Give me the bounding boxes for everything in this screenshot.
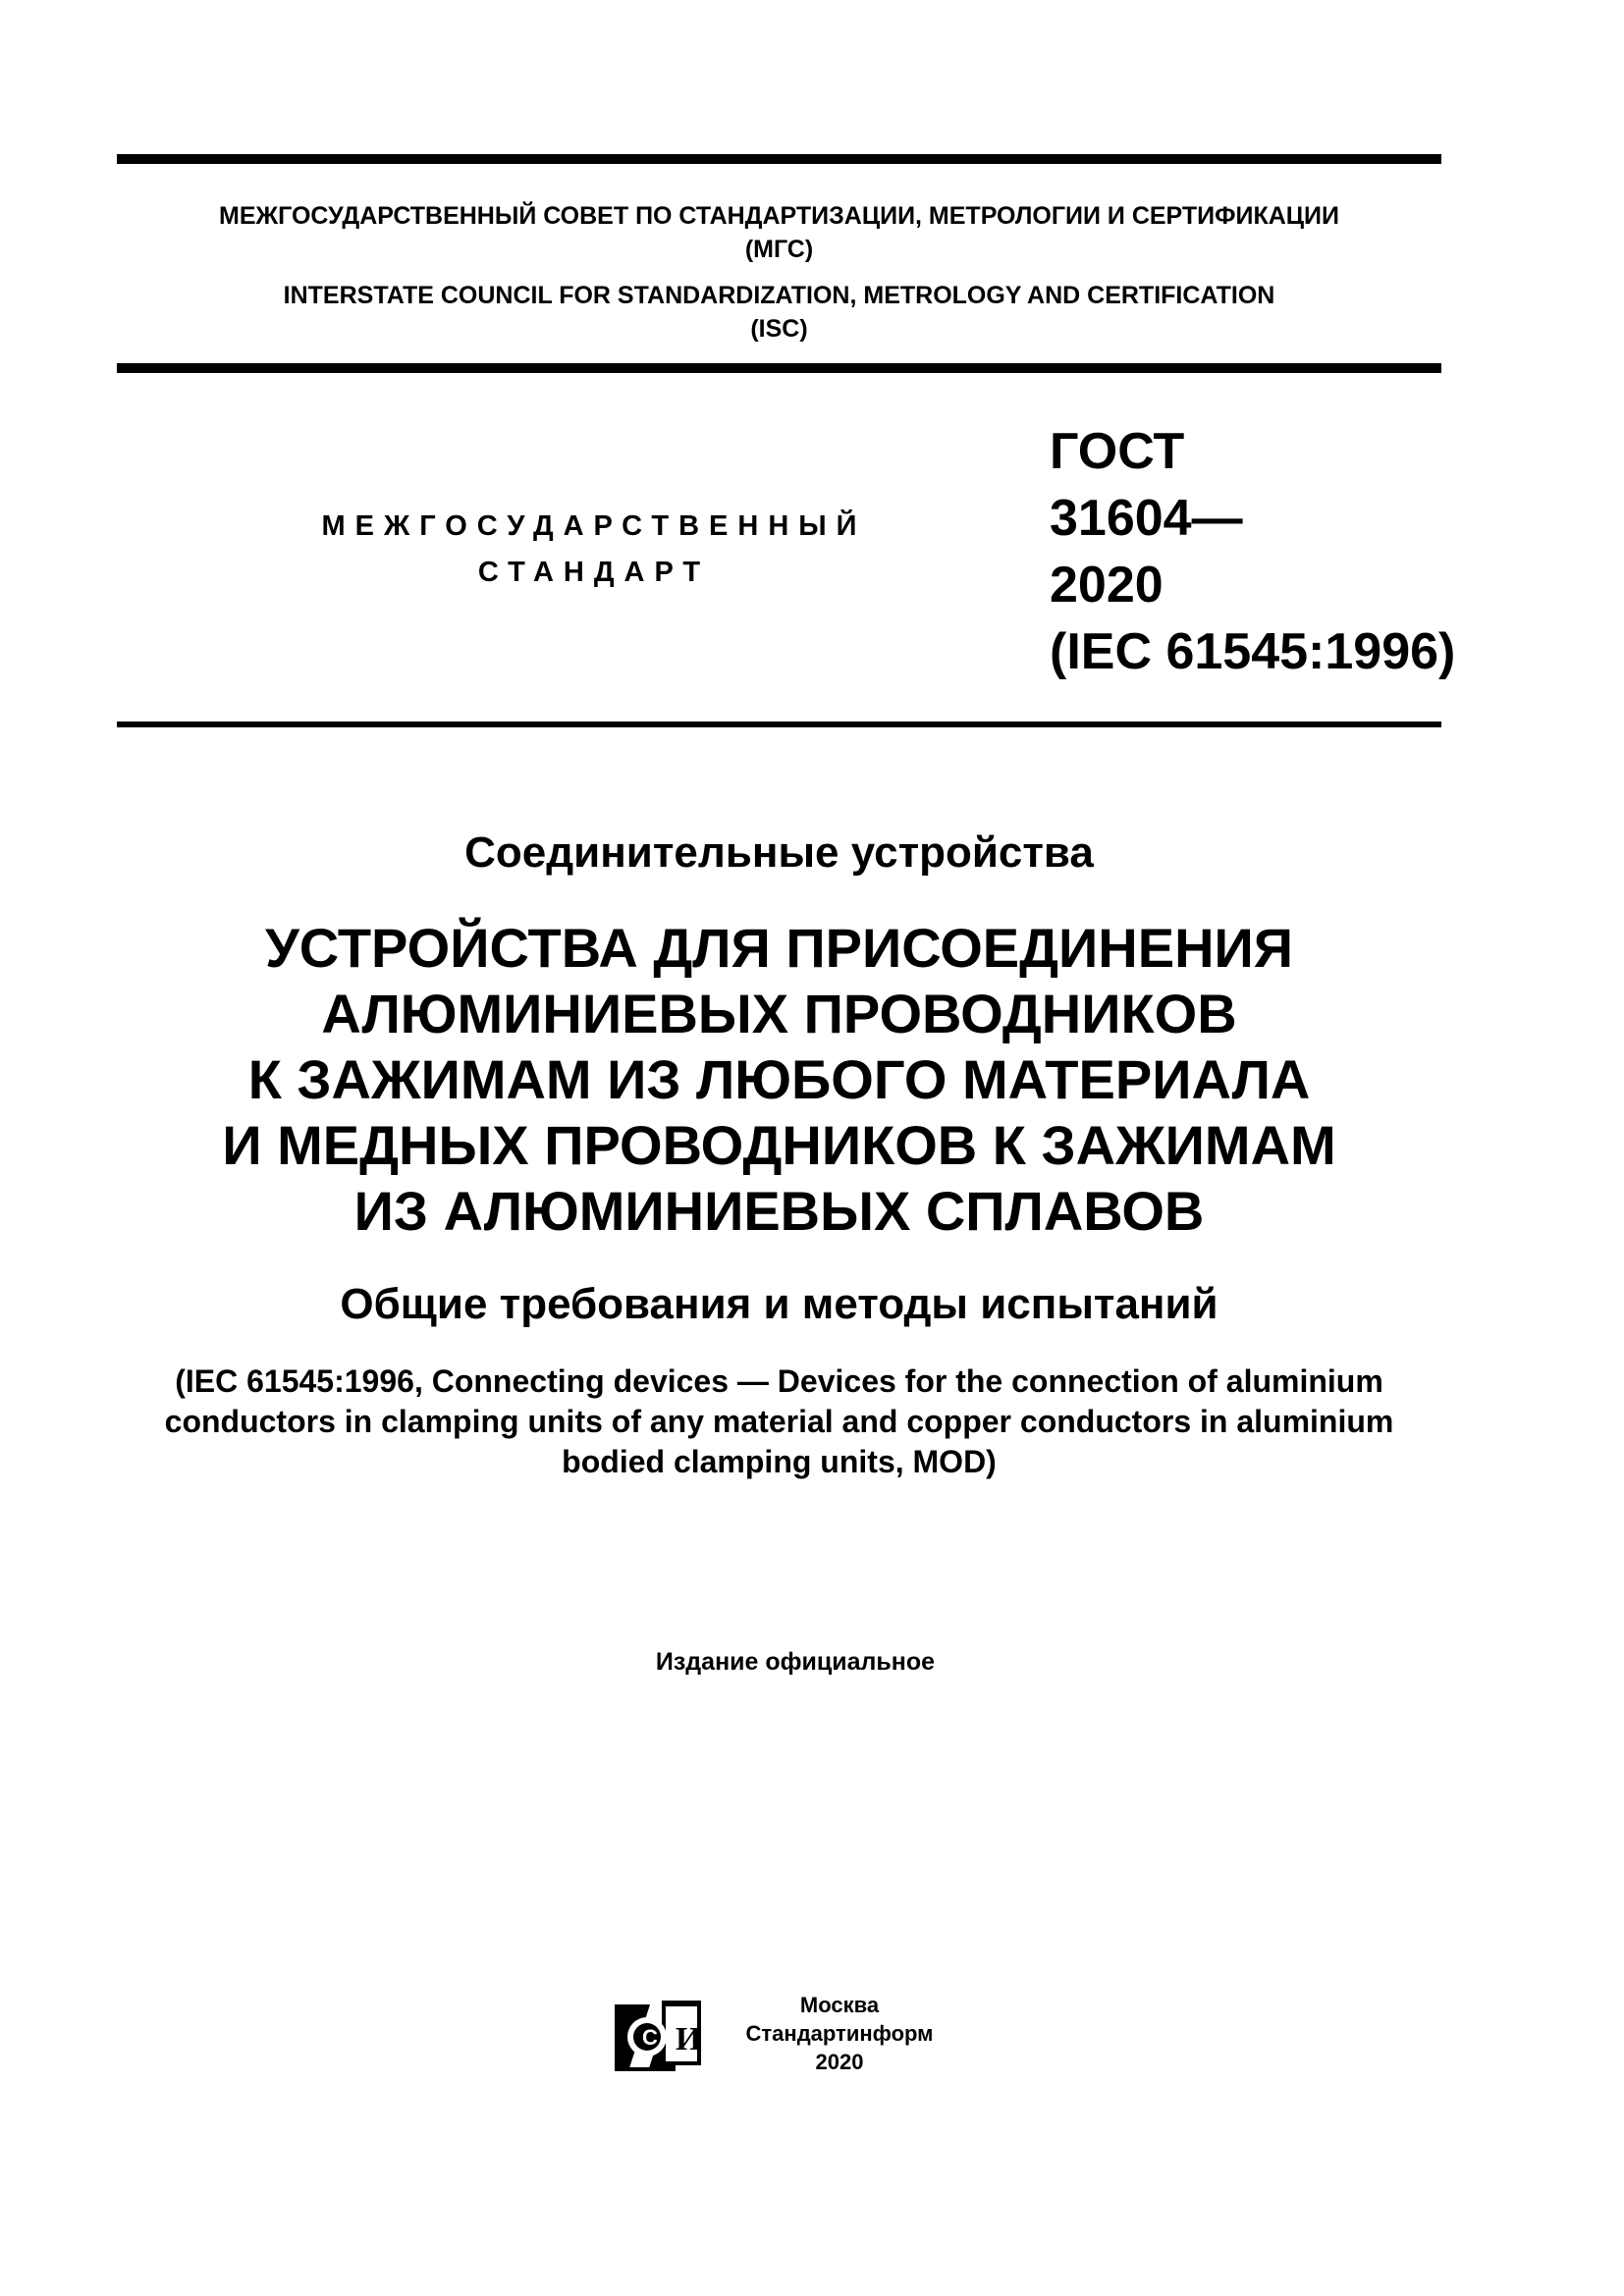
publisher-name: Стандартинформ: [745, 2021, 934, 2046]
svg-text:И: И: [676, 2021, 702, 2057]
gost-year: 2020: [1050, 557, 1164, 614]
council-ru-line2: (МГС): [744, 236, 814, 263]
iec-title-line1: (IEC 61545:1996, Connecting devices — Devices for the connection of aluminium: [175, 1363, 1383, 1399]
council-en-line2: (ISC): [750, 315, 808, 343]
iec-title-line2: conductors in clamping units of any material and copper conductors in aluminium: [164, 1404, 1394, 1439]
top-rule: [117, 154, 1441, 164]
standard-kind-line1: МЕЖГОСУДАРСТВЕННЫЙ: [321, 510, 867, 542]
standard-kind-line2: СТАНДАРТ: [477, 557, 711, 588]
publisher-city: Москва: [799, 1993, 880, 2017]
edition-label: Издание официальное: [655, 1648, 936, 1676]
standartinform-logo-icon: [615, 1999, 709, 2072]
subtitle: Общие требования и методы испытаний: [340, 1280, 1218, 1328]
main-title-line5: ИЗ АЛЮМИНИЕВЫХ СПЛАВОВ: [353, 1180, 1205, 1242]
council-en-line1: INTERSTATE COUNCIL FOR STANDARDIZATION, METROLOGY AND CERTIFICATION: [283, 282, 1275, 309]
svg-text:С: С: [642, 2025, 658, 2050]
designation-rule: [117, 721, 1441, 727]
council-ru-line1: МЕЖГОСУДАРСТВЕННЫЙ СОВЕТ ПО СТАНДАРТИЗАЦИИ, МЕТРОЛОГИИ И СЕРТИФИКАЦИИ: [219, 202, 1339, 230]
iec-reference: (IEC 61545:1996): [1050, 623, 1456, 680]
main-title-line3: К ЗАЖИМАМ ИЗ ЛЮБОГО МАТЕРИАЛА: [247, 1048, 1311, 1110]
gost-number: 31604—: [1050, 490, 1243, 547]
main-title-line1: УСТРОЙСТВА ДЛЯ ПРИСОЕДИНЕНИЯ: [264, 917, 1294, 979]
iec-title-line3: bodied clamping units, MOD): [562, 1444, 997, 1479]
gost-label: ГОСТ: [1050, 423, 1185, 480]
group-title: Соединительные устройства: [464, 828, 1094, 877]
main-title-line4: И МЕДНЫХ ПРОВОДНИКОВ К ЗАЖИМАМ: [222, 1114, 1336, 1176]
header-rule: [117, 363, 1441, 373]
main-title-line2: АЛЮМИНИЕВЫХ ПРОВОДНИКОВ: [321, 983, 1237, 1044]
publisher-year: 2020: [815, 2050, 864, 2074]
